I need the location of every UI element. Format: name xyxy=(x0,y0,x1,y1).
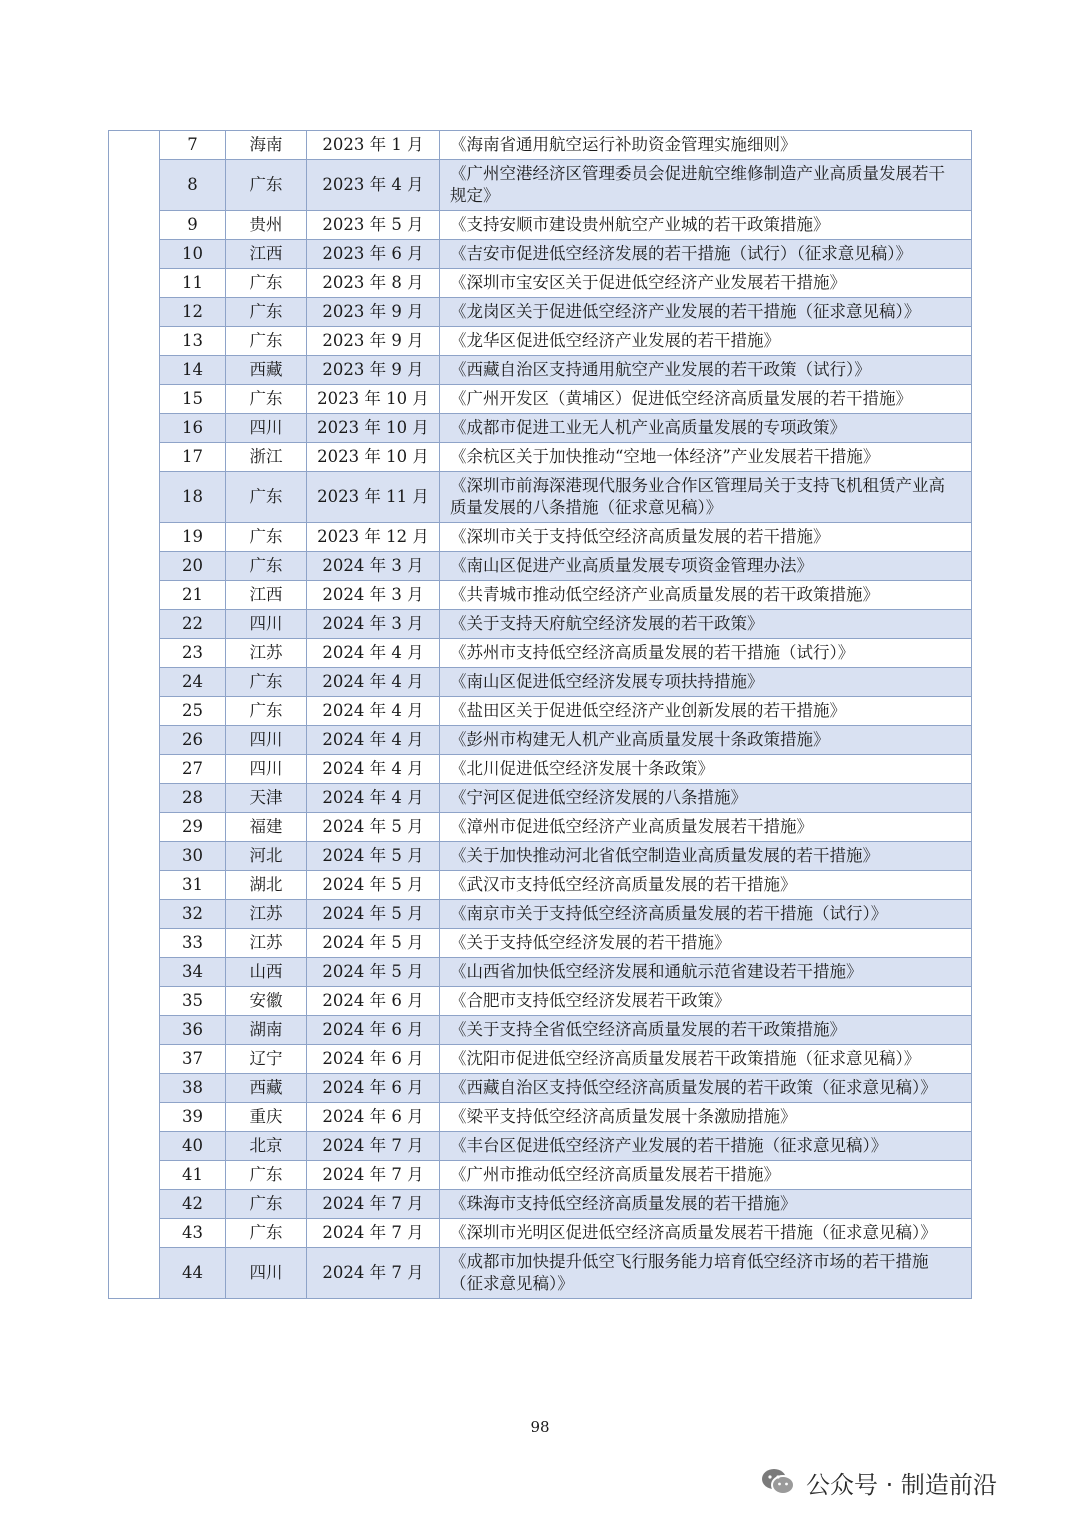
row-province: 西藏 xyxy=(226,356,307,385)
row-province: 湖北 xyxy=(226,871,307,900)
row-number: 15 xyxy=(160,385,226,414)
row-policy-title: 《关于支持天府航空经济发展的若干政策》 xyxy=(440,610,972,639)
row-number: 13 xyxy=(160,327,226,356)
row-province: 广东 xyxy=(226,523,307,552)
row-policy-title: 《丰台区促进低空经济产业发展的若干措施（征求意见稿）》 xyxy=(440,1132,972,1161)
table-row xyxy=(109,987,972,1016)
table-row xyxy=(109,160,972,211)
table-row xyxy=(109,610,972,639)
row-province: 福建 xyxy=(226,813,307,842)
row-number: 14 xyxy=(160,356,226,385)
row-policy-title: 《成都市加快提升低空飞行服务能力培育低空经济市场的若干措施（征求意见稿）》 xyxy=(440,1248,972,1299)
table-row xyxy=(109,1248,972,1299)
row-policy-title: 《广州市推动低空经济高质量发展若干措施》 xyxy=(440,1161,972,1190)
wechat-icon xyxy=(760,1467,796,1497)
table-row xyxy=(109,929,972,958)
row-number: 21 xyxy=(160,581,226,610)
table-row xyxy=(109,1045,972,1074)
row-province: 江苏 xyxy=(226,929,307,958)
row-date: 2024 年 4 月 xyxy=(307,639,440,668)
row-province: 四川 xyxy=(226,414,307,443)
row-date: 2024 年 5 月 xyxy=(307,900,440,929)
row-number: 26 xyxy=(160,726,226,755)
row-province: 广东 xyxy=(226,697,307,726)
row-number: 39 xyxy=(160,1103,226,1132)
row-number: 20 xyxy=(160,552,226,581)
row-number: 25 xyxy=(160,697,226,726)
row-number: 18 xyxy=(160,472,226,523)
row-province: 河北 xyxy=(226,842,307,871)
table-row xyxy=(109,668,972,697)
row-policy-title: 《余杭区关于加快推动“空地一体经济”产业发展若干措施》 xyxy=(440,443,972,472)
row-date: 2024 年 6 月 xyxy=(307,1045,440,1074)
row-date: 2024 年 5 月 xyxy=(307,929,440,958)
row-number: 24 xyxy=(160,668,226,697)
row-number: 33 xyxy=(160,929,226,958)
row-number: 23 xyxy=(160,639,226,668)
row-date: 2024 年 3 月 xyxy=(307,581,440,610)
row-number: 11 xyxy=(160,269,226,298)
row-policy-title: 《北川促进低空经济发展十条政策》 xyxy=(440,755,972,784)
row-province: 辽宁 xyxy=(226,1045,307,1074)
row-number: 27 xyxy=(160,755,226,784)
row-policy-title: 《漳州市促进低空经济产业高质量发展若干措施》 xyxy=(440,813,972,842)
row-date: 2024 年 6 月 xyxy=(307,1016,440,1045)
row-province: 四川 xyxy=(226,1248,307,1299)
table-row xyxy=(109,269,972,298)
row-date: 2024 年 4 月 xyxy=(307,784,440,813)
row-date: 2023 年 9 月 xyxy=(307,356,440,385)
row-number: 29 xyxy=(160,813,226,842)
row-date: 2024 年 5 月 xyxy=(307,871,440,900)
table-row xyxy=(109,871,972,900)
table-row xyxy=(109,1219,972,1248)
row-number: 8 xyxy=(160,160,226,211)
row-province: 湖南 xyxy=(226,1016,307,1045)
row-number: 43 xyxy=(160,1219,226,1248)
row-policy-title: 《成都市促进工业无人机产业高质量发展的专项政策》 xyxy=(440,414,972,443)
row-policy-title: 《关于支持低空经济发展的若干措施》 xyxy=(440,929,972,958)
row-date: 2023 年 4 月 xyxy=(307,160,440,211)
row-number: 16 xyxy=(160,414,226,443)
row-policy-title: 《支持安顺市建设贵州航空产业城的若干政策措施》 xyxy=(440,211,972,240)
table-row xyxy=(109,443,972,472)
row-province: 海南 xyxy=(226,131,307,160)
table-row xyxy=(109,958,972,987)
row-province: 江西 xyxy=(226,240,307,269)
row-policy-title: 《宁河区促进低空经济发展的八条措施》 xyxy=(440,784,972,813)
page-number: 98 xyxy=(530,1418,550,1436)
watermark xyxy=(760,1462,997,1502)
table-row xyxy=(109,414,972,443)
row-number: 22 xyxy=(160,610,226,639)
policy-table xyxy=(108,130,972,1299)
row-province: 江西 xyxy=(226,581,307,610)
row-number: 32 xyxy=(160,900,226,929)
row-policy-title: 《山西省加快低空经济发展和通航示范省建设若干措施》 xyxy=(440,958,972,987)
group-cell xyxy=(109,131,160,1299)
row-date: 2023 年 5 月 xyxy=(307,211,440,240)
row-province: 江苏 xyxy=(226,900,307,929)
row-number: 38 xyxy=(160,1074,226,1103)
row-policy-title: 《西藏自治区支持通用航空产业发展的若干政策（试行）》 xyxy=(440,356,972,385)
table-row xyxy=(109,1016,972,1045)
row-province: 广东 xyxy=(226,269,307,298)
row-province: 广东 xyxy=(226,668,307,697)
row-number: 30 xyxy=(160,842,226,871)
table-row xyxy=(109,1190,972,1219)
row-policy-title: 《梁平支持低空经济高质量发展十条激励措施》 xyxy=(440,1103,972,1132)
row-province: 四川 xyxy=(226,610,307,639)
table-row xyxy=(109,581,972,610)
row-date: 2024 年 3 月 xyxy=(307,552,440,581)
row-date: 2024 年 7 月 xyxy=(307,1190,440,1219)
row-policy-title: 《南山区促进产业高质量发展专项资金管理办法》 xyxy=(440,552,972,581)
row-date: 2023 年 8 月 xyxy=(307,269,440,298)
table-row xyxy=(109,131,972,160)
table-row xyxy=(109,472,972,523)
row-number: 9 xyxy=(160,211,226,240)
row-date: 2023 年 10 月 xyxy=(307,414,440,443)
table-row xyxy=(109,385,972,414)
row-number: 17 xyxy=(160,443,226,472)
policy-table-body xyxy=(109,131,972,1299)
row-number: 36 xyxy=(160,1016,226,1045)
row-province: 广东 xyxy=(226,327,307,356)
row-date: 2024 年 7 月 xyxy=(307,1132,440,1161)
row-province: 浙江 xyxy=(226,443,307,472)
row-policy-title: 《深圳市宝安区关于促进低空经济产业发展若干措施》 xyxy=(440,269,972,298)
table-row xyxy=(109,240,972,269)
table-row xyxy=(109,523,972,552)
row-province: 安徽 xyxy=(226,987,307,1016)
row-date: 2024 年 4 月 xyxy=(307,755,440,784)
row-policy-title: 《西藏自治区支持低空经济高质量发展的若干政策（征求意见稿）》 xyxy=(440,1074,972,1103)
row-number: 35 xyxy=(160,987,226,1016)
row-province: 四川 xyxy=(226,755,307,784)
row-number: 41 xyxy=(160,1161,226,1190)
row-policy-title: 《南京市关于支持低空经济高质量发展的若干措施（试行）》 xyxy=(440,900,972,929)
row-province: 广东 xyxy=(226,552,307,581)
table-row xyxy=(109,755,972,784)
table-row xyxy=(109,552,972,581)
row-province: 广东 xyxy=(226,160,307,211)
row-number: 7 xyxy=(160,131,226,160)
row-date: 2024 年 4 月 xyxy=(307,697,440,726)
row-policy-title: 《合肥市支持低空经济发展若干政策》 xyxy=(440,987,972,1016)
row-number: 12 xyxy=(160,298,226,327)
row-province: 广东 xyxy=(226,472,307,523)
row-date: 2024 年 5 月 xyxy=(307,842,440,871)
row-date: 2024 年 4 月 xyxy=(307,726,440,755)
row-date: 2024 年 6 月 xyxy=(307,987,440,1016)
table-row xyxy=(109,298,972,327)
row-number: 31 xyxy=(160,871,226,900)
table-row xyxy=(109,1074,972,1103)
row-policy-title: 《深圳市关于支持低空经济高质量发展的若干措施》 xyxy=(440,523,972,552)
row-date: 2024 年 6 月 xyxy=(307,1103,440,1132)
row-date: 2024 年 3 月 xyxy=(307,610,440,639)
row-policy-title: 《深圳市光明区促进低空经济高质量发展若干措施（征求意见稿）》 xyxy=(440,1219,972,1248)
row-province: 广东 xyxy=(226,298,307,327)
row-date: 2023 年 11 月 xyxy=(307,472,440,523)
row-policy-title: 《共青城市推动低空经济产业高质量发展的若干政策措施》 xyxy=(440,581,972,610)
table-row xyxy=(109,813,972,842)
row-policy-title: 《龙华区促进低空经济产业发展的若干措施》 xyxy=(440,327,972,356)
row-policy-title: 《珠海市支持低空经济高质量发展的若干措施》 xyxy=(440,1190,972,1219)
table-row xyxy=(109,842,972,871)
row-number: 19 xyxy=(160,523,226,552)
row-province: 山西 xyxy=(226,958,307,987)
row-province: 贵州 xyxy=(226,211,307,240)
table-row xyxy=(109,784,972,813)
row-number: 37 xyxy=(160,1045,226,1074)
table-row xyxy=(109,1132,972,1161)
row-date: 2023 年 12 月 xyxy=(307,523,440,552)
table-row xyxy=(109,211,972,240)
row-policy-title: 《沈阳市促进低空经济高质量发展若干政策措施（征求意见稿）》 xyxy=(440,1045,972,1074)
row-date: 2023 年 9 月 xyxy=(307,298,440,327)
row-date: 2024 年 7 月 xyxy=(307,1248,440,1299)
row-province: 四川 xyxy=(226,726,307,755)
row-province: 北京 xyxy=(226,1132,307,1161)
row-number: 34 xyxy=(160,958,226,987)
row-province: 广东 xyxy=(226,1219,307,1248)
row-province: 广东 xyxy=(226,1161,307,1190)
row-policy-title: 《武汉市支持低空经济高质量发展的若干措施》 xyxy=(440,871,972,900)
row-date: 2024 年 6 月 xyxy=(307,1074,440,1103)
row-date: 2024 年 5 月 xyxy=(307,958,440,987)
row-date: 2024 年 4 月 xyxy=(307,668,440,697)
row-policy-title: 《广州开发区（黄埔区）促进低空经济高质量发展的若干措施》 xyxy=(440,385,972,414)
row-policy-title: 《龙岗区关于促进低空经济产业发展的若干措施（征求意见稿）》 xyxy=(440,298,972,327)
table-row xyxy=(109,1103,972,1132)
row-province: 西藏 xyxy=(226,1074,307,1103)
row-date: 2024 年 7 月 xyxy=(307,1161,440,1190)
row-policy-title: 《关于加快推动河北省低空制造业高质量发展的若干措施》 xyxy=(440,842,972,871)
table-row xyxy=(109,726,972,755)
watermark-text: 公众号 · 制造前沿 xyxy=(806,1470,997,1499)
row-province: 江苏 xyxy=(226,639,307,668)
row-policy-title: 《广州空港经济区管理委员会促进航空维修制造产业高质量发展若干规定》 xyxy=(440,160,972,211)
table-row xyxy=(109,356,972,385)
row-policy-title: 《关于支持全省低空经济高质量发展的若干政策措施》 xyxy=(440,1016,972,1045)
row-date: 2023 年 1 月 xyxy=(307,131,440,160)
row-date: 2023 年 6 月 xyxy=(307,240,440,269)
row-province: 广东 xyxy=(226,1190,307,1219)
table-row xyxy=(109,1161,972,1190)
table-row xyxy=(109,900,972,929)
row-number: 42 xyxy=(160,1190,226,1219)
table-row xyxy=(109,327,972,356)
row-policy-title: 《彭州市构建无人机产业高质量发展十条政策措施》 xyxy=(440,726,972,755)
row-policy-title: 《吉安市促进低空经济发展的若干措施（试行）（征求意见稿）》 xyxy=(440,240,972,269)
row-policy-title: 《南山区促进低空经济发展专项扶持措施》 xyxy=(440,668,972,697)
row-number: 28 xyxy=(160,784,226,813)
row-date: 2023 年 9 月 xyxy=(307,327,440,356)
table-row xyxy=(109,697,972,726)
row-date: 2023 年 10 月 xyxy=(307,385,440,414)
row-policy-title: 《盐田区关于促进低空经济产业创新发展的若干措施》 xyxy=(440,697,972,726)
row-date: 2024 年 7 月 xyxy=(307,1219,440,1248)
table-row xyxy=(109,639,972,668)
row-policy-title: 《海南省通用航空运行补助资金管理实施细则》 xyxy=(440,131,972,160)
row-number: 44 xyxy=(160,1248,226,1299)
row-date: 2024 年 5 月 xyxy=(307,813,440,842)
row-number: 40 xyxy=(160,1132,226,1161)
row-province: 广东 xyxy=(226,385,307,414)
row-province: 重庆 xyxy=(226,1103,307,1132)
row-policy-title: 《深圳市前海深港现代服务业合作区管理局关于支持飞机租赁产业高质量发展的八条措施（征求意见稿）》 xyxy=(440,472,972,523)
row-number: 10 xyxy=(160,240,226,269)
row-date: 2023 年 10 月 xyxy=(307,443,440,472)
row-policy-title: 《苏州市支持低空经济高质量发展的若干措施（试行）》 xyxy=(440,639,972,668)
row-province: 天津 xyxy=(226,784,307,813)
